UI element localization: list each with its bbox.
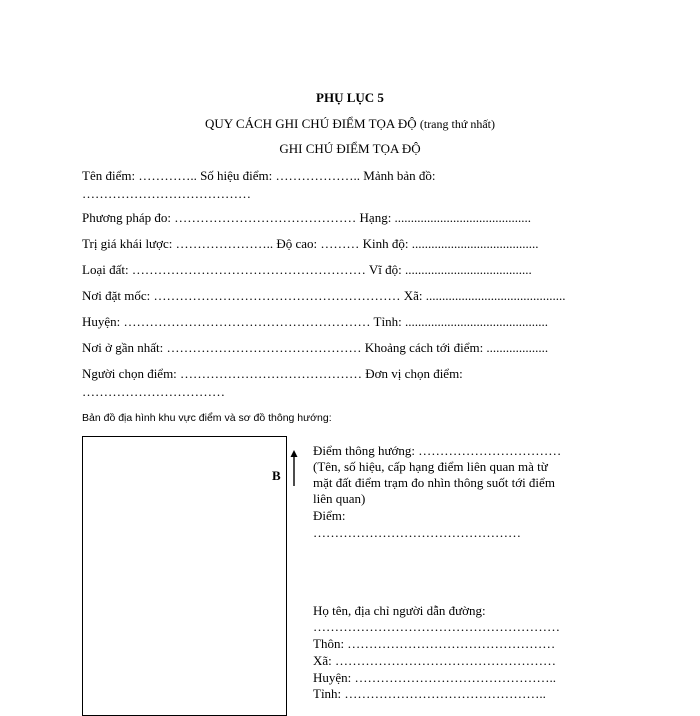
province-line: Tỉnh: ……………………………………….. <box>313 686 546 701</box>
form-line-point-name: Tên điểm: ………….. Số hiệu điểm: ……………….. Mảnh bản đồ: <box>82 168 436 183</box>
direction-point: Điểm thông hướng: …………………………… <box>313 443 562 458</box>
form-line-marker-place: Nơi đặt mốc: ………………………………………………… Xã: ........................................... <box>82 288 566 303</box>
form-line-selector: Người chọn điểm: …………………………………… Đơn vị chọn điểm: <box>82 366 463 381</box>
point-dots: ………………………………………… <box>313 525 521 540</box>
document-subtitle: GHI CHÚ ĐIỂM TỌA ĐỘ <box>279 141 421 156</box>
document-title-text: QUY CÁCH GHI CHÚ ĐIỂM TỌA ĐỘ <box>204 116 417 131</box>
map-box <box>82 436 287 716</box>
document-title <box>0 116 700 132</box>
guide-label: Họ tên, địa chỉ người dẫn đường: <box>313 603 486 618</box>
guide-dots: ………………………………………………… <box>313 619 560 634</box>
appendix-label: PHỤ LỤC 5 <box>316 90 384 105</box>
direction-note-3: liên quan) <box>313 491 366 506</box>
direction-note-1: (Tên, số hiệu, cấp hạng điểm liên quan mà từ <box>313 459 548 474</box>
commune-line: Xã: …………………………………………… <box>313 653 557 668</box>
form-line-point-name-cont: ………………………………… <box>82 186 251 201</box>
form-line-district: Huyện: ………………………………………………… Tỉnh: ............................................ <box>82 314 548 329</box>
document-title-note: (trang thứ nhất) <box>419 117 496 131</box>
form-line-selector-cont: …………………………… <box>82 384 225 399</box>
north-label: B <box>272 468 281 483</box>
north-arrow-icon <box>289 450 299 486</box>
point-label: Điểm: <box>313 508 346 523</box>
village-line: Thôn: ………………………………………… <box>313 636 556 651</box>
form-line-method: Phương pháp đo: …………………………………… Hạng: .......................................... <box>82 210 532 225</box>
form-line-nearest-residence: Nơi ở gần nhất: ……………………………………… Khoảng cách tới điểm: ................... <box>82 340 549 355</box>
map-caption: Bản đồ địa hình khu vực điểm và sơ đồ thông hướng: <box>82 412 332 424</box>
form-line-soil-type: Loại đất: ……………………………………………… Vĩ độ: ....................................... <box>82 262 532 277</box>
form-line-approx-value: Trị giá khái lược: ………………….. Độ cao: ……… Kinh độ: ....................................... <box>82 236 539 251</box>
district-line: Huyện: ……………………………………….. <box>313 670 557 685</box>
direction-note-2: mặt đất điểm trạm đo nhìn thông suốt tới điểm <box>313 475 555 490</box>
